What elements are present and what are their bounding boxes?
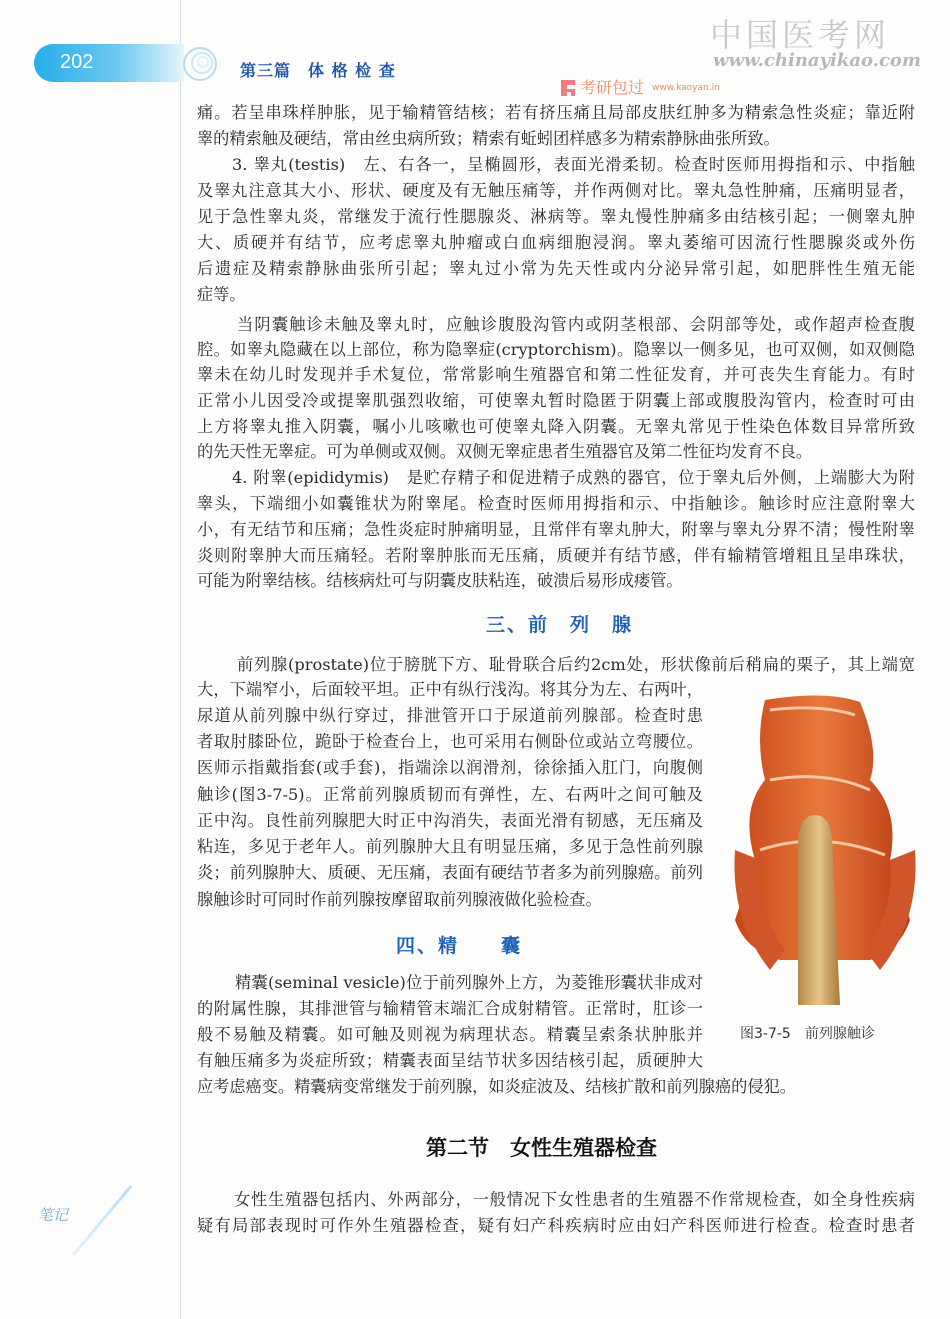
text-line: 及睾丸注意其大小、形状、硬度及有无触压痛等，并作两侧对比。睾丸急性肿痛，压痛明显者， [197,181,915,200]
watermark-site-name: 中国医考网 [710,16,891,54]
text-line: 痛。若呈串珠样肿胀，见于输精管结核；若有挤压痛且局部皮肤红肿多为精索急性炎症；靠近附 [197,103,915,122]
text-line: 尿道从前列腺中纵行穿过，排泄管开口于尿道前列腺部。检查时患 [197,706,703,725]
section-heading-prostate: 三、前 列 腺 [486,614,634,636]
text-line: 睾的精索触及硬结，常由丝虫病所致；精索有蚯蚓团样感多为精索静脉曲张所致。 [197,129,780,148]
watermark-site-url: www.chinayikao.com [713,50,921,71]
red-stamp-icon [560,79,576,97]
text-line: 的先天性无睾症。可为单侧或双侧。双侧无睾症患者生殖器官及第二性征均发育不良。 [197,442,813,461]
text-line: 有触压痛多为炎症所致；精囊表面呈结节状多因结核引起，质硬肿大 [197,1051,703,1070]
text-line: 女性生殖器包括内、外两部分，一般情况下女性患者的生殖器不作常规检查，如全身性疾病 [234,1190,915,1209]
pen-icon [72,1185,132,1256]
swirl-ornament-icon [178,42,218,82]
text-line: 精囊(seminal vesicle)位于前列腺外上方，为菱锥形囊状非成对 [235,973,703,992]
text-line: 正中沟。良性前列腺肥大时正中沟消失，表面光滑有韧感，无压痛及 [197,811,703,830]
notes-label: 笔记 [38,1206,69,1224]
figure-caption: 图3-7-5 前列腺触诊 [740,1026,875,1042]
page-number: 202 [60,51,94,73]
text-line: 炎；前列腺肿大、质硬、无压痛，表面有硬结节者多为前列腺癌。前列 [197,863,703,882]
epididymis-heading-line: 4. 附睾(epididymis) 是贮存精子和促进精子成熟的器官，位于睾丸后外侧，上端膨大为附 [232,468,915,487]
text-line: 前列腺(prostate)位于膀胱下方、耻骨联合后约2cm处，形状像前后稍扁的栗子，其上端宽 [237,655,915,674]
text-line: 症等。 [197,285,246,304]
text-line: 可能为附睾结核。结核病灶可与阴囊皮肤粘连，破溃后易形成瘘管。 [197,571,683,590]
text-line: 大，下端窄小，后面较平坦。正中有纵行浅沟。将其分为左、右两叶， [197,680,703,699]
text-line: 疑有局部表现时可作外生殖器检查，疑有妇产科疾病时应由妇产科医师进行检查。检查时患者 [197,1216,915,1235]
text-line: 触诊(图3-7-5)。正常前列腺质韧而有弹性，左、右两叶之间可触及 [197,785,703,804]
text-line: 上方将睾丸推入阴囊，嘱小儿咳嗽也可使睾丸降入阴囊。无睾丸常见于性染色体数目异常所致 [197,417,915,436]
text-line: 当阴囊触诊未触及睾丸时，应触诊腹股沟管内或阴茎根部、会阴部等处，或作超声检查腹 [237,315,915,334]
text-line: 后遗症及精索静脉曲张所引起；睾丸过小常为先天性或内分泌异常引起，如肥胖性生殖无能 [197,259,915,278]
text-line: 粘连，多见于老年人。前列腺肿大且有明显压痛，多见于急性前列腺 [197,837,703,856]
text-line: 的附属性腺，其排泄管与输精管末端汇合成射精管。正常时，肛诊一 [197,999,703,1018]
text-line: 小，有无结节和压痛；急性炎症时肿痛明显，且常伴有睾丸肿大，附睾与睾丸分界不清；慢性附睾 [197,520,915,539]
text-line: 炎则附睾肿大而压痛轻。若附睾肿胀而无压痛，质硬并有结节感，伴有输精管增粗且呈串珠状， [197,546,915,565]
text-line: 睾头，下端细小如囊锥状为附睾尾。检查时医师用拇指和示、中指触诊。触诊时应注意附睾大 [197,494,915,513]
text-line: 腺触诊时可同时作前列腺按摩留取前列腺液做化验检查。 [197,890,602,909]
testis-heading-line: 3. 睾丸(testis) 左、右各一，呈椭圆形，表面光滑柔韧。检查时医师用拇指和示、中指触 [232,155,915,174]
text-line: 应考虑癌变。精囊病变常继发于前列腺，如炎症波及、结核扩散和前列腺癌的侵犯。 [197,1077,796,1096]
prostate-palpation-illustration [730,690,920,1005]
text-line: 腔。如睾丸隐藏在以上部位，称为隐睾症(cryptorchism)。隐睾以一侧多见，也可双侧，如双侧隐 [197,340,915,359]
text-line: 正常小儿因受冷或提睾肌强烈收缩，可使睾丸暂时隐匿于阴囊上部或腹股沟管内，检查时可由 [197,391,915,410]
red-stamp-watermark [560,78,720,98]
part-title: 第三篇 体 格 检 查 [240,61,396,80]
text-line: 大、质硬并有结节，应考虑睾丸肿瘤或白血病细胞浸润。睾丸萎缩可因流行性腮腺炎或外伤 [197,233,915,252]
section-title: 第二节 女性生殖器检查 [426,1136,657,1160]
text-line: 睾未在幼儿时发现并手术复位，常常影响生殖器官和第二性征发育，并可丧失生育能力。有时 [197,365,915,384]
red-stamp-text: 考研包过 [580,78,645,97]
red-stamp-url: www.kaoyan.in [652,83,720,93]
section-heading-seminal-vesicle: 四、精 囊 [396,935,523,957]
text-line: 般不易触及精囊。如可触及则视为病理状态。精囊呈索条状肿胀并 [197,1025,703,1044]
text-line: 见于急性睾丸炎，常继发于流行性腮腺炎、淋病等。睾丸慢性肿痛多由结核引起；一侧睾丸肿 [197,207,915,226]
margin-divider [180,0,181,1319]
text-line: 医师示指戴指套(或手套)，指端涂以润滑剂，徐徐插入肛门，向腹侧 [197,758,703,777]
text-line: 者取肘膝卧位，跪卧于检查台上，也可采用右侧卧位或站立弯腰位。 [197,732,703,751]
page-number-tab [34,44,184,82]
